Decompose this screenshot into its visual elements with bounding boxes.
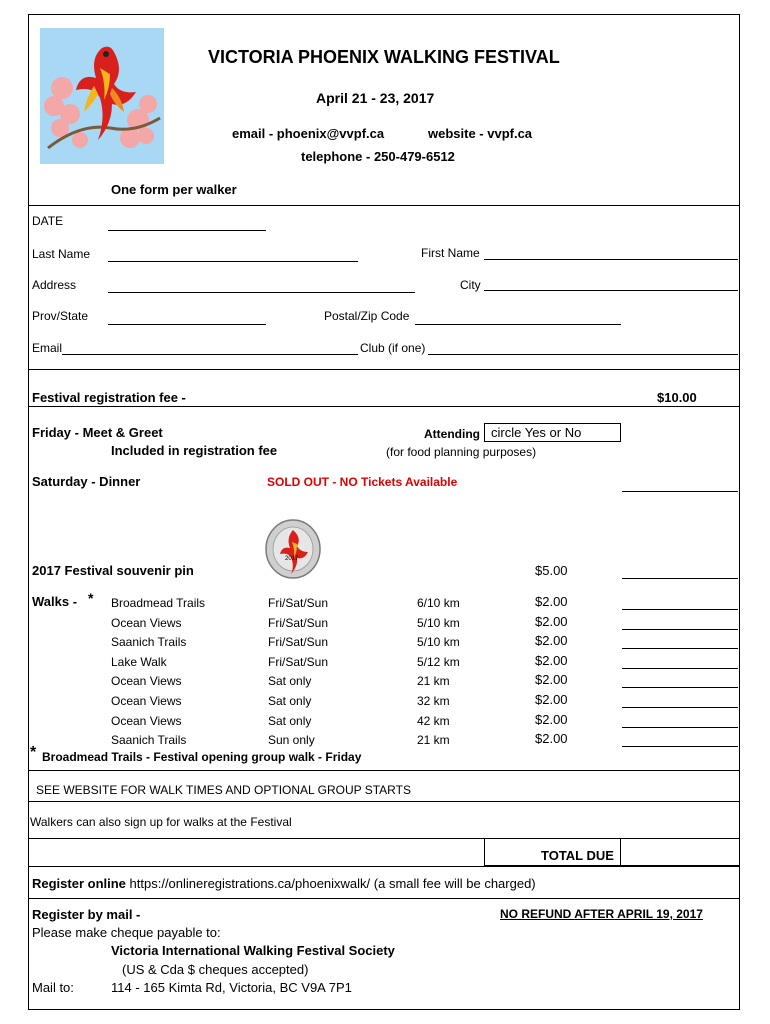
club-label: Club (if one)	[360, 341, 426, 355]
address-label: Address	[32, 278, 77, 292]
pin-amount-field[interactable]	[622, 578, 738, 579]
attending-label: Attending	[424, 427, 480, 441]
no-refund-notice: NO REFUND AFTER APRIL 19, 2017	[500, 907, 703, 921]
saturday-amount-field[interactable]	[622, 491, 738, 492]
walk-name: Ocean Views	[111, 694, 182, 708]
prov-state-field[interactable]	[108, 324, 266, 325]
register-online-url[interactable]: https://onlineregistrations.ca/phoenixwalk/ (a small fee will be charged)	[125, 876, 536, 891]
walk-days: Fri/Sat/Sun	[268, 655, 329, 669]
walk-name: Broadmead Trails	[111, 596, 206, 610]
walk-price: $2.00	[535, 653, 568, 668]
festival-title: VICTORIA PHOENIX WALKING FESTIVAL	[208, 47, 560, 67]
last-name-field[interactable]	[108, 261, 358, 262]
walk-days: Sat only	[268, 714, 312, 728]
contact-website: website - vvpf.ca	[428, 126, 533, 141]
walk-price: $2.00	[535, 614, 568, 629]
walk-name: Lake Walk	[111, 655, 167, 669]
society-name: Victoria International Walking Festival Society	[111, 943, 395, 958]
walk-days: Sat only	[268, 674, 312, 688]
contact-email: email - phoenix@vvpf.ca	[232, 126, 385, 141]
walk-name: Saanich Trails	[111, 635, 187, 649]
pin-year: 2017	[285, 556, 299, 562]
date-field[interactable]	[108, 230, 266, 231]
walk-amount-field[interactable]	[622, 746, 738, 747]
total-divider	[620, 838, 621, 866]
walk-distance: 21 km	[417, 733, 450, 747]
phoenix-logo	[40, 28, 164, 164]
walk-price: $2.00	[535, 633, 568, 648]
mailing-address: 114 - 165 Kimta Rd, Victoria, BC V9A 7P1	[111, 980, 352, 995]
walk-name: Saanich Trails	[111, 733, 187, 747]
divider	[28, 406, 740, 407]
souvenir-pin-price: $5.00	[535, 563, 568, 578]
walks-asterisk: *	[88, 590, 94, 606]
saturday-label: Saturday - Dinner	[32, 474, 141, 489]
walk-name: Ocean Views	[111, 714, 182, 728]
walk-name: Ocean Views	[111, 616, 182, 630]
walk-amount-field[interactable]	[622, 629, 738, 630]
club-field[interactable]	[428, 354, 738, 355]
friday-included: Included in registration fee	[111, 443, 278, 458]
walk-price: $2.00	[535, 672, 568, 687]
currency-note: (US & Cda $ cheques accepted)	[122, 962, 309, 977]
walks-label: Walks -	[32, 594, 78, 609]
divider	[28, 770, 740, 771]
register-online-line	[32, 876, 536, 891]
walk-distance: 5/10 km	[417, 635, 460, 649]
last-name-label: Last Name	[32, 247, 91, 261]
festival-dates: April 21 - 23, 2017	[316, 90, 435, 106]
walk-distance: 21 km	[417, 674, 450, 688]
attending-options: circle Yes or No	[491, 425, 582, 440]
walk-distance: 5/12 km	[417, 655, 460, 669]
see-website-note: SEE WEBSITE FOR WALK TIMES AND OPTIONAL GROUP STARTS	[36, 783, 411, 797]
sold-out-notice: SOLD OUT - NO Tickets Available	[267, 475, 458, 489]
first-name-label: First Name	[421, 246, 480, 260]
walk-distance: 42 km	[417, 714, 450, 728]
walk-days: Sun only	[268, 733, 315, 747]
city-label: City	[460, 278, 481, 292]
postal-field[interactable]	[415, 324, 621, 325]
mail-to-label: Mail to:	[32, 980, 74, 995]
email-label: Email	[32, 341, 63, 355]
register-mail-label: Register by mail -	[32, 907, 141, 922]
walk-distance: 32 km	[417, 694, 450, 708]
walk-name: Ocean Views	[111, 674, 182, 688]
walk-amount-field[interactable]	[622, 668, 738, 669]
address-field[interactable]	[108, 292, 415, 293]
sign-up-note: Walkers can also sign up for walks at the Festival	[30, 815, 292, 829]
divider	[28, 801, 740, 802]
postal-label: Postal/Zip Code	[324, 309, 410, 323]
walk-amount-field[interactable]	[622, 707, 738, 708]
walk-days: Fri/Sat/Sun	[268, 635, 329, 649]
total-due-label: TOTAL DUE	[541, 848, 614, 863]
walk-amount-field[interactable]	[622, 727, 738, 728]
city-field[interactable]	[484, 290, 738, 291]
souvenir-pin-label: 2017 Festival souvenir pin	[32, 563, 194, 578]
footnote-asterisk: *	[30, 744, 37, 761]
friday-label: Friday - Meet & Greet	[32, 425, 163, 440]
walk-price: $2.00	[535, 712, 568, 727]
food-note: (for food planning purposes)	[386, 445, 537, 459]
registration-fee-label: Festival registration fee -	[32, 390, 186, 405]
walk-price: $2.00	[535, 692, 568, 707]
souvenir-pin-icon	[264, 518, 322, 580]
walk-amount-field[interactable]	[622, 687, 738, 688]
register-online-label: Register online	[32, 876, 126, 891]
divider	[28, 898, 740, 899]
walk-days: Fri/Sat/Sun	[268, 616, 329, 630]
footnote-text: Broadmead Trails - Festival opening group walk - Friday	[42, 750, 362, 764]
first-name-field[interactable]	[484, 259, 738, 260]
divider	[28, 369, 740, 370]
form-note: One form per walker	[111, 182, 237, 197]
walk-distance: 6/10 km	[417, 596, 460, 610]
contact-telephone: telephone - 250-479-6512	[301, 149, 455, 164]
date-label: DATE	[32, 214, 64, 228]
walk-days: Sat only	[268, 694, 312, 708]
walk-distance: 5/10 km	[417, 616, 460, 630]
registration-fee-price: $10.00	[657, 390, 697, 405]
divider	[28, 205, 740, 206]
walk-price: $2.00	[535, 731, 568, 746]
divider	[28, 866, 740, 867]
prov-state-label: Prov/State	[32, 309, 89, 323]
email-field[interactable]	[62, 354, 358, 355]
walk-price: $2.00	[535, 594, 568, 609]
cheque-note: Please make cheque payable to:	[32, 925, 221, 940]
walk-days: Fri/Sat/Sun	[268, 596, 329, 610]
walk-amount-field[interactable]	[622, 648, 738, 649]
walk-amount-field[interactable]	[622, 609, 738, 610]
